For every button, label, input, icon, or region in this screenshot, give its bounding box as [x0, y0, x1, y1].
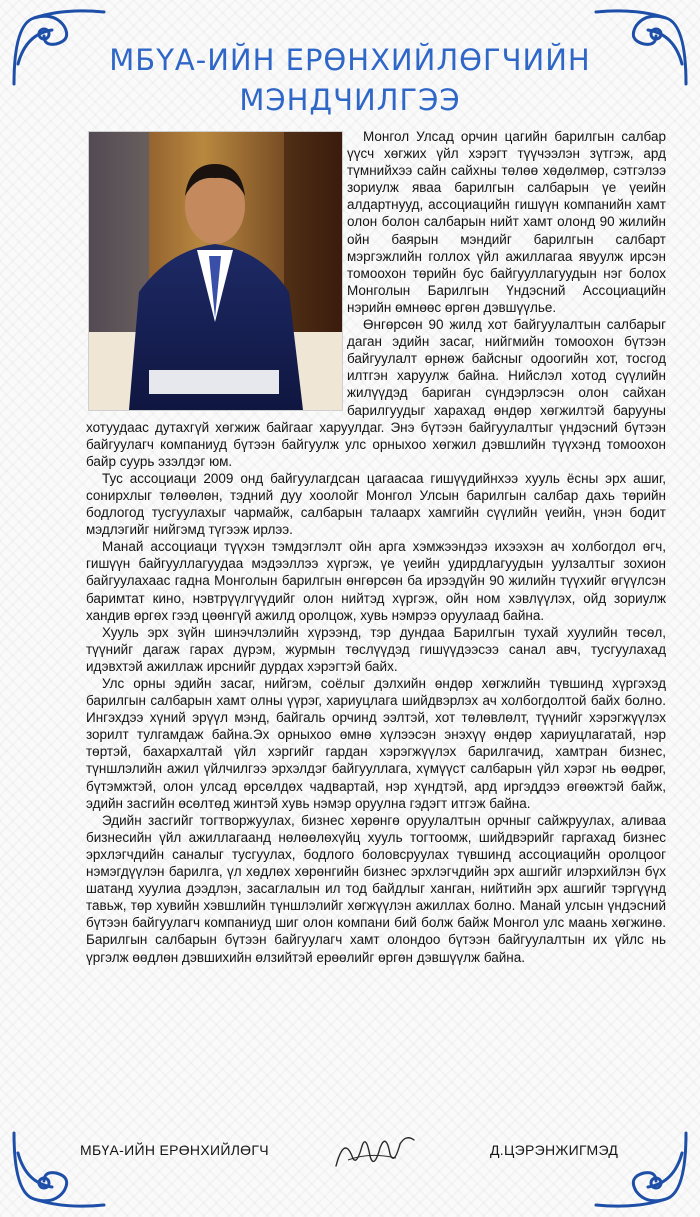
- paragraph-1: Монгол Улсад орчин цагийн барилгын салбар үүсч хөгжих үйл хэрэгт түүчээлэн зүтгэж, ард түмнийхээ сайн сайхны төлөө хөдөлмөр, сэтгэлээ зориулж яваа барилгын салбарын үе үеийн алдартнууд, ассоциацийн гишүүн компанийн хамт олон болон салбарын нийт хамт олонд 90 жилийн ойн баярын мэндийг барилгын салбарт мэргэжлийн голлох үйл ажиллагаа явуулж ирсэн томоохон төрийн бус байгууллагуудын нэг болох Монголын Барилгын Үндэсний Ассоциацийн нэрийн өмнөөс өргөн дэвшүүлье.: [347, 129, 666, 315]
- paragraph-7: Эдийн засгийг тогтворжуулах, бизнес хөрөнгө оруулалтын орчныг сайжруулах, аливаа бизнесийн үйл ажиллагаанд нөлөөлөхүйц хууль тогтоомж, шийдвэрийг гаргахад бизнес эрхлэгчдийн саналыг тусгуулах, бодлого боловсруулах түвшинд ассоциацийн оролцоог нэмэгдүүлэн барилга, үл хөдлөх хөрөнгийн бизнес эрхлэгчдийн эрх ашгийг илэрхийлэн бүх шатанд хуулиа дээдлэн, засаглалын ил тод байдлыг ханган, нийтийн эрх ашгийг тэргүүнд тавьж, төр хувийн хэвшлийн түншлэлийг хөгжүүлэн ажиллах болно. Манай улсын үндэсний бүтээн байгуулагч компаниуд шиг олон компани бий болж байж Монгол улс маань хөгжинө. Барилгын салбарын бүтээн байгуулагч хамт олондоо бүтээн байгуулалтын их үйлс нь үргэлж өөдлөн дэвшихийн өлзийтэй ерөөлийг өргөн дэвшүүлж байна.: [86, 812, 666, 965]
- paragraph-5: Хууль эрх зүйн шинэчлэлийн хүрээнд, тэр дундаа Барилгын тухай хуулийн төсөл, түүнийг дагаж гарах дүрэм, журмын төслүүдэд гишүүдээсээ санал авч, тусгуулахад идэвхтэй ажиллаж ирснийг дурдах хэрэгтэй байх.: [86, 624, 666, 674]
- paragraph-3: Тус ассоциаци 2009 онд байгуулагдсан цагаасаа гишүүдийнхээ хууль ёсны эрх ашиг, сонирхлыг төлөөлөн, тэдний дуу хоолойг Монгол Улсын барилгын салбар дахь төрийн бодлогод тусгуулахыг чармайж, салбарын талаарх хамгийн сүүлийн үеийн, үнэн бодит мэдлэгийг нийгэмд түгээж ирлээ.: [86, 470, 666, 538]
- letter-body: [86, 128, 666, 966]
- paragraph-2: Өнгөрсөн 90 жилд хот байгуулалтын салбарыг даган эдийн засаг, нийгмийн томоохон бүтээн байгуулалт өрнөж байсныг одоогийн хот, тосгод илтгэн харуулж байна. Нийслэл хотод сүүлийн жилүүдэд бариган сүндэрлэсэн олон сайхан барилгуудыг харахад өндөр хөгжилтэй барууны хотуудаас дутахгүй хөгжиж байгааг харуулдаг. Энэ бүтээн байгуулалтыг үндэсний бүтээн байгуулагч компаниуд бүтээн байгуулж улс орныхоо хөгжил дэвшлийн түүхэнд томоохон байр суурь эзэлдэг юм.: [86, 317, 666, 469]
- paragraph-6: Улс орны эдийн засаг, нийгэм, соёлыг дэлхийн өндөр хөгжлийн түвшинд хүргэхэд барилгын салбарын хамт олны үүрэг, хариуцлага шийдвэрлэх ач холбогдолтой байх болно. Ингэхдээ хүний эрүүл мэнд, байгаль орчинд ээлтэй, хот төлөвлөлт, түүнийг хэрэгжүүлэх зорилт тулгамдаж байна.Эх орныхоо өмнө хүлээсэн энэхүү өндөр хариуцлагатай, нэр төртэй, бахархалтай үйл хэргийг гардан хэрэгжүүлэх барилгачид, хамтран бизнес, түншлэлийн ажил үйлчилгээ эрхэлдэг байгууллага, хүмүүст салбарын үйл хэрэг нь өөдрөг, бүтэмжтэй, олон улсад өрсөлдөх чадвартай, нэр хүндтэй, ард иргэддээ өгөөжтэй байж, эдийн засгийн өсөлтөд жинтэй хувь нэмэр оруулна гэдэгт итгэж байна.: [86, 676, 666, 811]
- photo-spacer: [86, 128, 347, 409]
- title-line-1: МБҮА-ИЙН ЕРӨНХИЙЛӨГЧИЙН: [109, 43, 591, 77]
- page-title: [60, 40, 640, 120]
- paragraph-4: Манай ассоциаци түүхэн тэмдэглэлт ойн арга хэмжээндээ ихээхэн ач холбогдол өгч, гишүүн байгууллагуудаа мэдээллээ хүргэж, үе үеийн удирдлагуудын уулзалтыг зохион байгуулахаас гадна Монголын барилгын өнгөрсөн ба ирээдүйн 90 жилийн түүхийг өгүүлсэн баримтат кино, нэвтрүүлгүүдийг олон нийтэд хүргэж, ойн ном хэвлүүлэх, ойд зориулж хандив өргөх гээд цөөнгүй ажилд оролцож, хувь нэмрээ оруулаад байна.: [86, 539, 666, 623]
- signer-name: Д.ЦЭРЭНЖИГМЭД: [490, 1142, 619, 1158]
- signature-block: [0, 1132, 700, 1182]
- signer-position: МБҮА-ИЙН ЕРӨНХИЙЛӨГЧ: [80, 1142, 269, 1158]
- title-line-2: МЭНДЧИЛГЭЭ: [239, 83, 461, 117]
- handwritten-signature-icon: [330, 1126, 420, 1176]
